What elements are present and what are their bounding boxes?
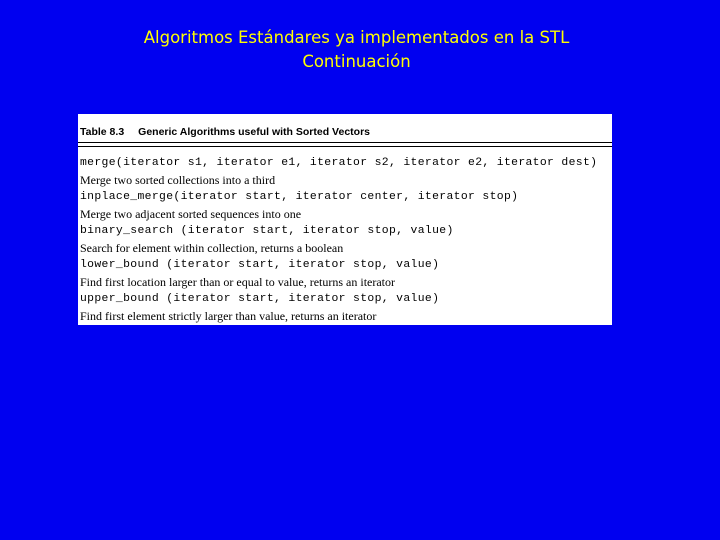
function-signature: merge(iterator s1, iterator e1, iterator s2, iterator e2, iterator dest) [80, 157, 598, 169]
table-header-rule [78, 146, 612, 147]
function-description: Find first element strictly larger than value, returns an iterator [80, 309, 377, 323]
function-signature: binary_search (iterator start, iterator stop, value) [80, 225, 454, 237]
table-row-lower-bound [80, 257, 612, 291]
function-description: Find first location larger than or equal to value, returns an iterator [80, 275, 396, 289]
table-number: Table 8.3 [80, 126, 125, 138]
function-description: Merge two adjacent sorted sequences into one [80, 207, 302, 221]
function-description: Search for element within collection, returns a boolean [80, 241, 344, 255]
function-signature: lower_bound (iterator start, iterator stop, value) [80, 259, 440, 271]
function-signature: upper_bound (iterator start, iterator stop, value) [80, 293, 440, 305]
function-description: Merge two sorted collections into a third [80, 173, 276, 187]
slide-title-line-1: Algoritmos Estándares ya implementados en la STL [143, 28, 570, 47]
table-rows [80, 155, 612, 325]
table-row-merge [80, 155, 612, 189]
table-row-inplace-merge [80, 189, 612, 223]
table-row-binary-search [80, 223, 612, 257]
slide-title [0, 26, 713, 74]
table-caption-text: Generic Algorithms useful with Sorted Vectors [138, 126, 370, 138]
sorted-vector-algorithms-table [78, 114, 612, 325]
table-top-rule [78, 142, 612, 143]
table-caption [80, 126, 370, 138]
function-signature: inplace_merge(iterator start, iterator center, iterator stop) [80, 191, 519, 203]
slide-title-line-2: Continuación [302, 52, 411, 71]
table-row-upper-bound [80, 291, 612, 325]
